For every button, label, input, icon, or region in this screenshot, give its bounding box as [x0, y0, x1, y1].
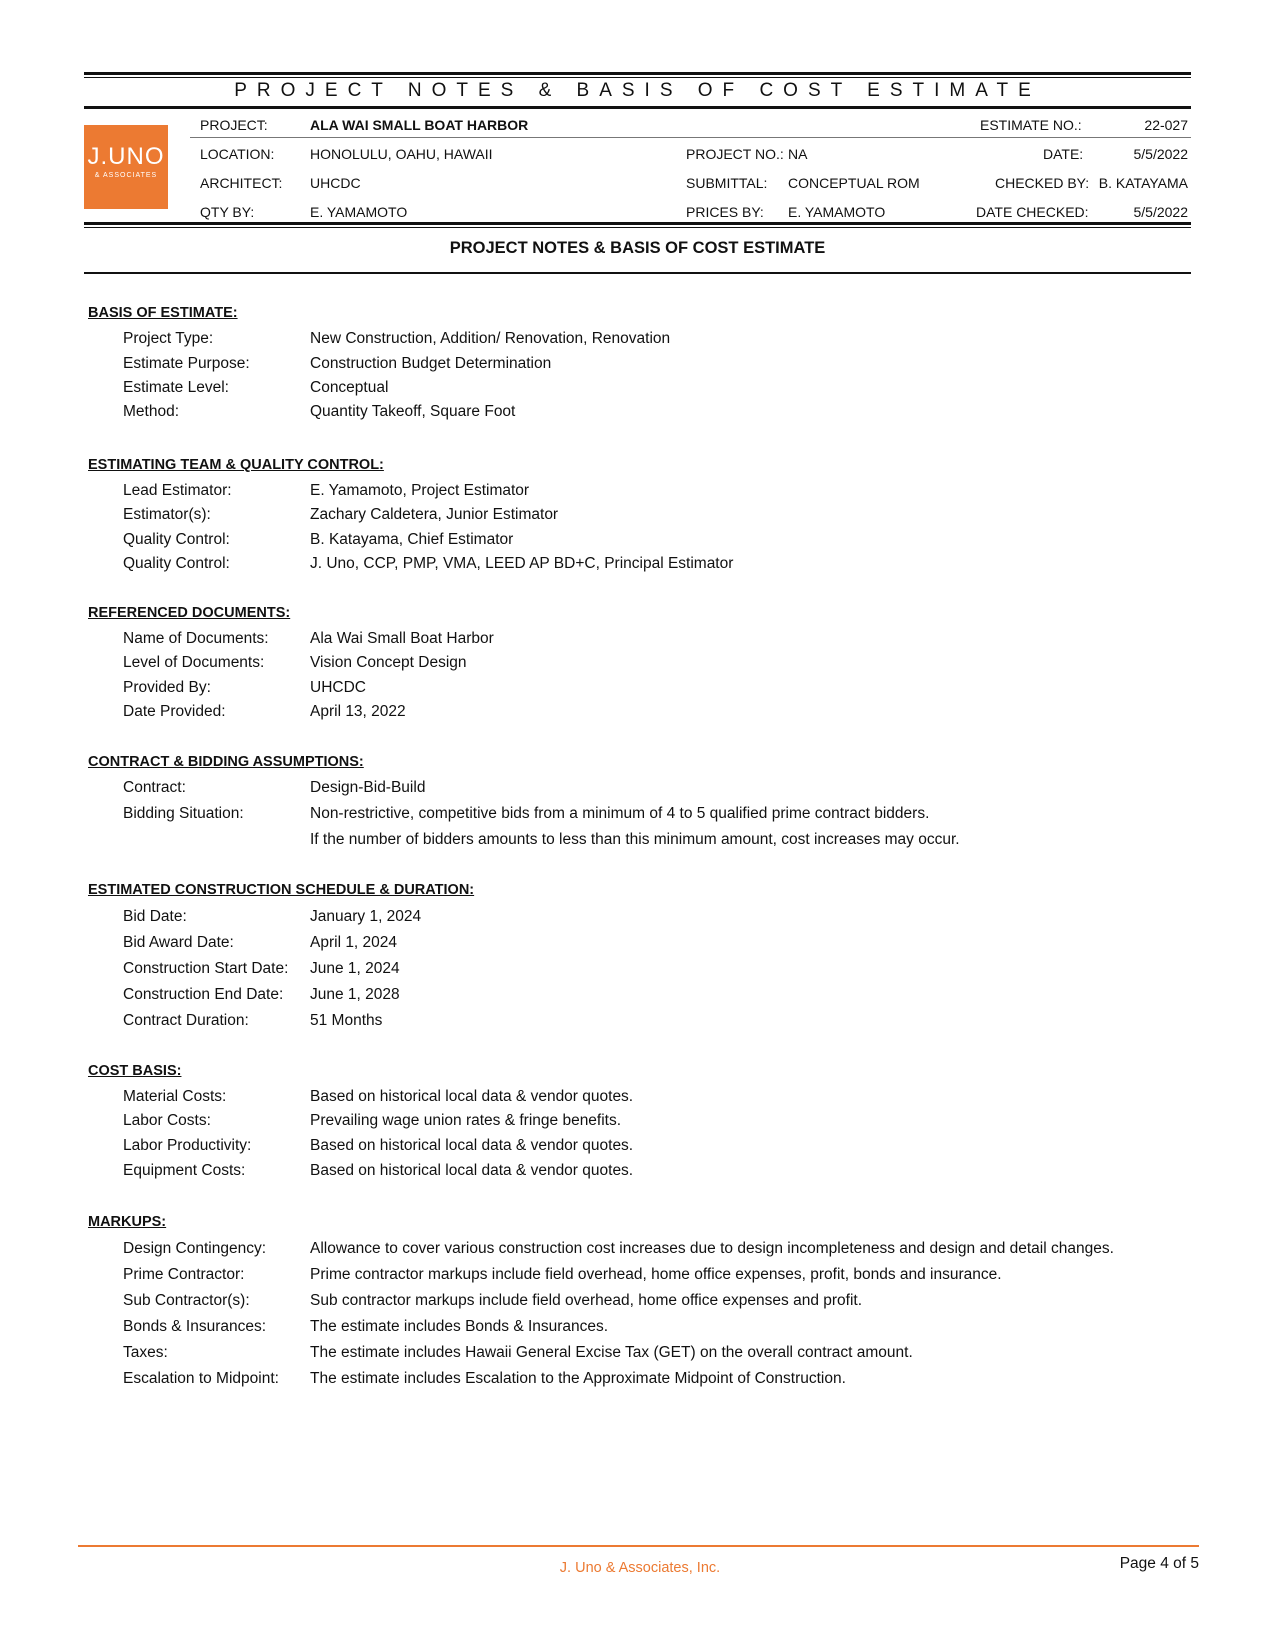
architect-value: UHCDC — [310, 175, 361, 191]
submittal-label: SUBMITTAL: — [686, 175, 768, 191]
row-label: Construction End Date: — [123, 986, 284, 1003]
row-value: The estimate includes Bonds & Insurances. — [310, 1318, 609, 1335]
row-label: Bid Date: — [123, 908, 187, 925]
qty-by-label: QTY BY: — [200, 204, 255, 220]
project-no-value: NA — [788, 146, 808, 162]
row-value: New Construction, Addition/ Renovation, Renovation — [310, 330, 671, 347]
row-label: Design Contingency: — [123, 1240, 267, 1257]
row-label: Estimator(s): — [123, 506, 211, 523]
row-label: Name of Documents: — [123, 630, 269, 647]
section-heading: MARKUPS: — [88, 1214, 167, 1230]
estimate-no-value: 22-027 — [1144, 117, 1188, 133]
section-heading: REFERENCED DOCUMENTS: — [88, 605, 291, 621]
row-value: Prevailing wage union rates & fringe benefits. — [310, 1112, 622, 1129]
row-value: Sub contractor markups include field overhead, home office expenses and profit. — [310, 1292, 863, 1309]
company-logo — [84, 125, 168, 209]
row-value: June 1, 2024 — [310, 960, 400, 977]
prices-by-label: PRICES BY: — [686, 204, 764, 220]
row-label: Method: — [123, 403, 180, 420]
top-rule-thin — [84, 77, 1191, 78]
title-rule — [84, 106, 1191, 109]
checked-by-value: B. KATAYAMA — [1098, 175, 1188, 191]
subtitle-rule — [84, 272, 1191, 274]
row-label: Labor Costs: — [123, 1112, 211, 1129]
row-label: Project Type: — [123, 330, 214, 347]
row-label: Sub Contractor(s): — [123, 1292, 250, 1309]
section-heading: CONTRACT & BIDDING ASSUMPTIONS: — [88, 754, 364, 770]
project-value: ALA WAI SMALL BOAT HARBOR — [310, 117, 529, 133]
header-divider — [190, 137, 1191, 138]
logo-subtext: & ASSOCIATES — [94, 172, 158, 179]
row-label: Contract Duration: — [123, 1012, 249, 1029]
row-value: B. Katayama, Chief Estimator — [310, 531, 514, 548]
row-label: Contract: — [123, 779, 186, 796]
top-rule — [84, 72, 1191, 75]
footer-rule — [78, 1545, 1199, 1547]
row-label: Equipment Costs: — [123, 1162, 246, 1179]
date-label: DATE: — [1043, 146, 1084, 162]
row-value: Based on historical local data & vendor quotes. — [310, 1137, 634, 1154]
checked-by-label: CHECKED BY: — [995, 175, 1090, 191]
section-heading: ESTIMATED CONSTRUCTION SCHEDULE & DURATION: — [88, 882, 475, 898]
row-label: Estimate Level: — [123, 379, 229, 396]
date-checked-label: DATE CHECKED: — [976, 204, 1089, 220]
row-value: Based on historical local data & vendor quotes. — [310, 1162, 634, 1179]
row-value: J. Uno, CCP, PMP, VMA, LEED AP BD+C, Principal Estimator — [310, 555, 734, 572]
footer-company: J. Uno & Associates, Inc. — [559, 1560, 721, 1576]
row-value: January 1, 2024 — [310, 908, 422, 925]
row-label: Labor Productivity: — [123, 1137, 252, 1154]
row-value-continued: If the number of bidders amounts to less than this minimum amount, cost increases may occur. — [310, 831, 960, 848]
row-label: Taxes: — [123, 1344, 168, 1361]
row-label: Bidding Situation: — [123, 805, 244, 822]
row-value: Quantity Takeoff, Square Foot — [310, 403, 516, 420]
qty-by-value: E. YAMAMOTO — [310, 204, 408, 220]
location-label: LOCATION: — [200, 146, 275, 162]
row-value: E. Yamamoto, Project Estimator — [310, 482, 530, 499]
date-value: 5/5/2022 — [1133, 146, 1188, 162]
row-value: Design-Bid-Build — [310, 779, 426, 796]
row-label: Estimate Purpose: — [123, 355, 250, 372]
row-value: 51 Months — [310, 1012, 383, 1029]
row-label: Quality Control: — [123, 531, 230, 548]
row-value: June 1, 2028 — [310, 986, 400, 1003]
section-heading: ESTIMATING TEAM & QUALITY CONTROL: — [88, 457, 384, 473]
row-value: Vision Concept Design — [310, 654, 467, 671]
row-label: Date Provided: — [123, 703, 226, 720]
row-value: The estimate includes Escalation to the Approximate Midpoint of Construction. — [310, 1370, 846, 1387]
row-label: Bid Award Date: — [123, 934, 234, 951]
row-label: Escalation to Midpoint: — [123, 1370, 279, 1387]
date-checked-value: 5/5/2022 — [1133, 204, 1188, 220]
row-value: The estimate includes Hawaii General Excise Tax (GET) on the overall contract amount. — [310, 1344, 913, 1361]
project-no-label: PROJECT NO.: — [686, 146, 784, 162]
section-heading: BASIS OF ESTIMATE: — [88, 305, 238, 321]
row-label: Prime Contractor: — [123, 1266, 245, 1283]
project-label: PROJECT: — [200, 117, 268, 133]
row-value: Conceptual — [310, 379, 389, 396]
submittal-value: CONCEPTUAL ROM — [788, 175, 920, 191]
document-title: PROJECT NOTES & BASIS OF COST ESTIMATE — [234, 80, 1041, 101]
row-label: Level of Documents: — [123, 654, 265, 671]
row-value: Allowance to cover various construction cost increases due to design incompleteness and design and detail changes. — [310, 1240, 1114, 1257]
header-bottom-rule-thin — [84, 227, 1191, 228]
row-label: Bonds & Insurances: — [123, 1318, 267, 1335]
row-label: Provided By: — [123, 679, 211, 696]
page-number: Page 4 of 5 — [1119, 1555, 1199, 1572]
row-value: Prime contractor markups include field overhead, home office expenses, profit, bonds and insurance. — [310, 1266, 1002, 1283]
row-label: Material Costs: — [123, 1088, 227, 1105]
header-bottom-rule — [84, 222, 1191, 225]
row-label: Construction Start Date: — [123, 960, 289, 977]
row-label: Quality Control: — [123, 555, 230, 572]
estimate-no-label: ESTIMATE NO.: — [980, 117, 1082, 133]
row-label: Lead Estimator: — [123, 482, 232, 499]
prices-by-value: E. YAMAMOTO — [788, 204, 886, 220]
section-subtitle: PROJECT NOTES & BASIS OF COST ESTIMATE — [449, 239, 826, 257]
row-value: Zachary Caldetera, Junior Estimator — [310, 506, 559, 523]
row-value: Construction Budget Determination — [310, 355, 552, 372]
section-heading: COST BASIS: — [88, 1063, 182, 1079]
row-value: April 13, 2022 — [310, 703, 406, 720]
location-value: HONOLULU, OAHU, HAWAII — [310, 146, 493, 162]
row-value: Ala Wai Small Boat Harbor — [310, 630, 494, 647]
row-value: Based on historical local data & vendor quotes. — [310, 1088, 634, 1105]
architect-label: ARCHITECT: — [200, 175, 283, 191]
row-value: Non-restrictive, competitive bids from a minimum of 4 to 5 qualified prime contract bidders. — [310, 805, 930, 822]
logo-mark: J.UNO — [87, 143, 165, 170]
row-value: UHCDC — [310, 679, 366, 696]
row-value: April 1, 2024 — [310, 934, 398, 951]
